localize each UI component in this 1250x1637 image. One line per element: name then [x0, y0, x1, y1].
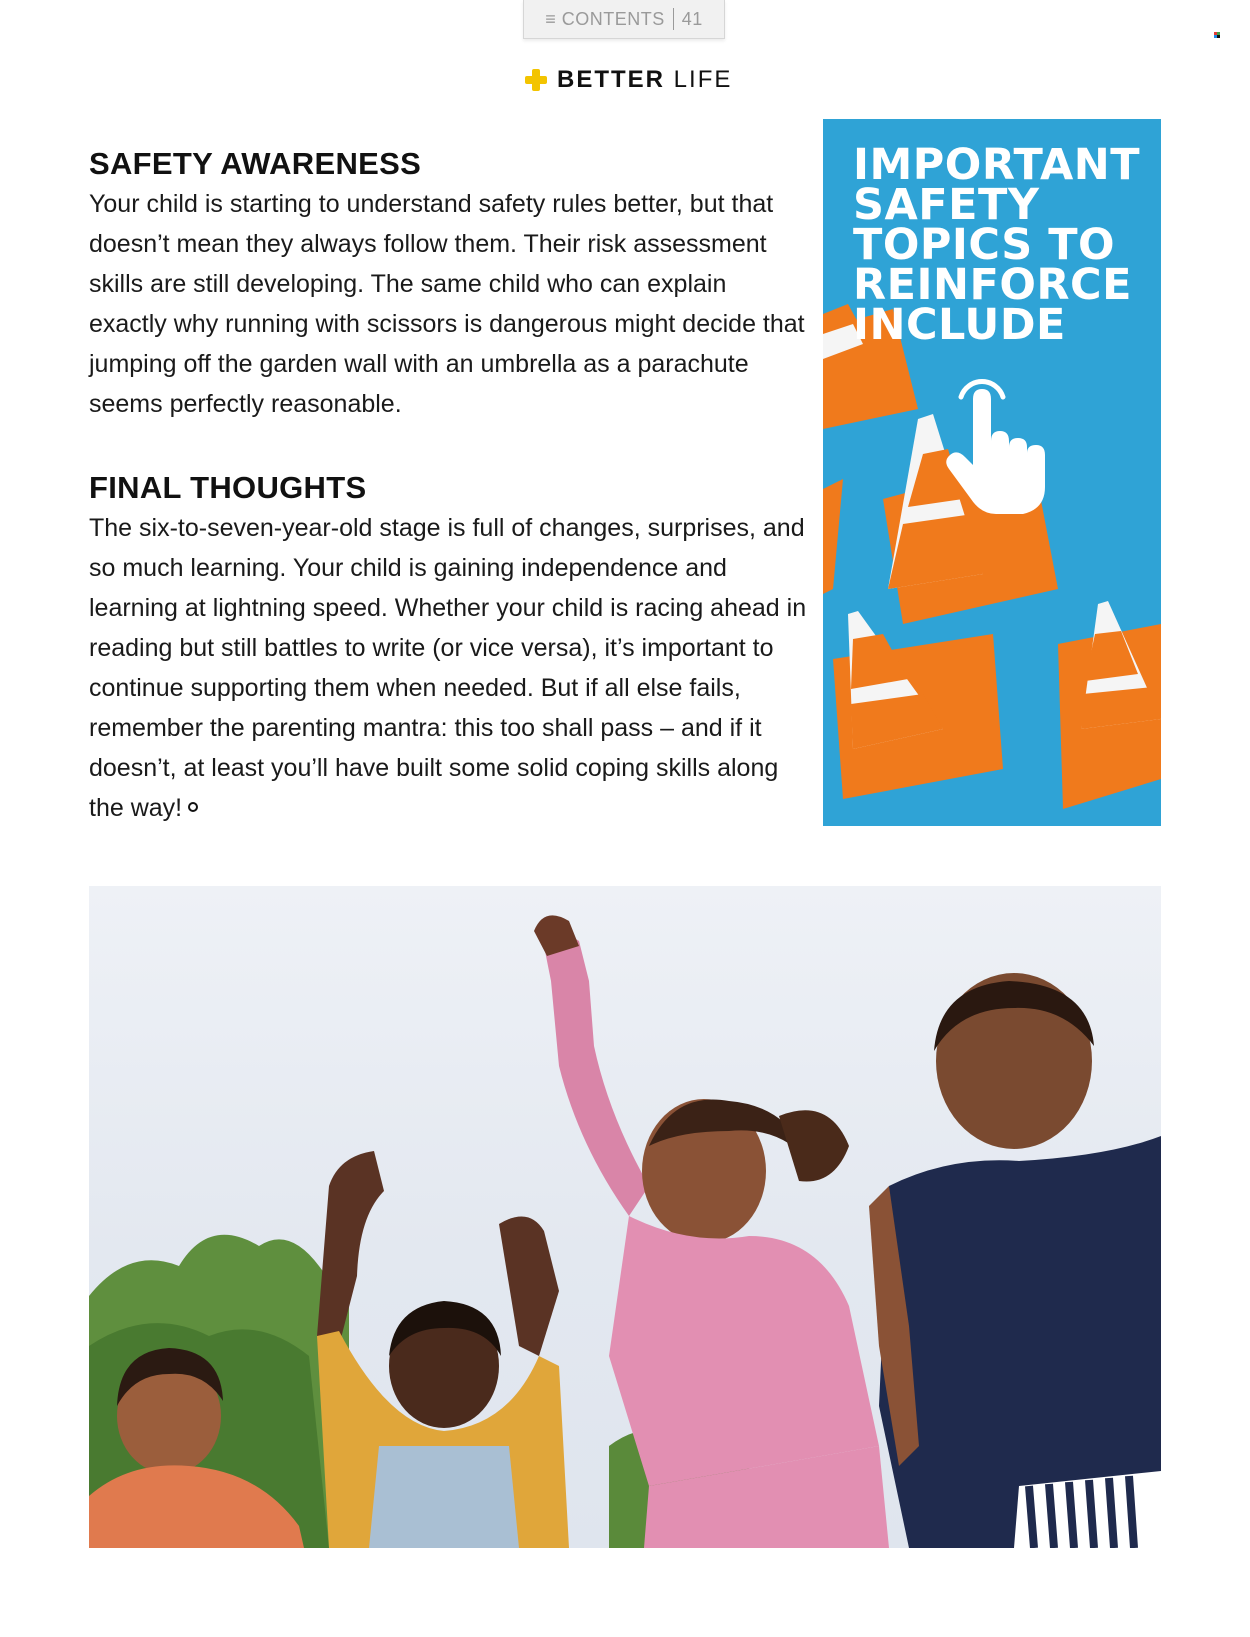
section-label: [525, 64, 732, 96]
section-label-light: LIFE: [673, 66, 733, 93]
photo-illustration: [89, 886, 1161, 1548]
page-number: 41: [681, 8, 703, 29]
end-of-article-icon: [188, 802, 198, 812]
article-column: [89, 144, 809, 828]
paragraph-final-thoughts-text: The six-to-seven-year-old stage is full of changes, surprises, and so much learning. Your child is gaining independence and learning at lightning speed. Whether your child is racing ahead in reading but still battles to write (or vice versa), it’s important to continue supporting them when needed. But if all else fails, remember the parenting mantra: this too shall pass – and if it doesn’t, at least you’ll have built some solid coping skills along the way!: [89, 514, 807, 822]
contents-tab[interactable]: [523, 0, 725, 39]
safety-topics-panel[interactable]: [823, 119, 1161, 826]
tab-divider: [673, 8, 674, 30]
panel-title: IMPORTANT SAFETY TOPICS TO REINFORCE INCLUDE: [853, 140, 1141, 350]
contents-link[interactable]: ≡ CONTENTS: [545, 8, 665, 29]
paragraph-final-thoughts: [89, 508, 809, 828]
section-label-bold: BETTER: [557, 66, 665, 93]
heading-safety-awareness: SAFETY AWARENESS: [89, 146, 422, 181]
plus-icon: [525, 69, 547, 91]
heading-final-thoughts: FINAL THOUGHTS: [89, 470, 367, 505]
corner-mark-icon: [1214, 32, 1221, 39]
pointer-hand-icon[interactable]: [941, 369, 1061, 519]
paragraph-safety-awareness: Your child is starting to understand safety rules better, but that doesn’t mean they always follow them. Their risk assessment skills are still developing. The same child who can explain exactly why running with scissors is dangerous might decide that jumping off the garden wall with an umbrella as a parachute seems perfectly reasonable.: [89, 190, 805, 418]
children-cheering-photo: [89, 886, 1161, 1548]
